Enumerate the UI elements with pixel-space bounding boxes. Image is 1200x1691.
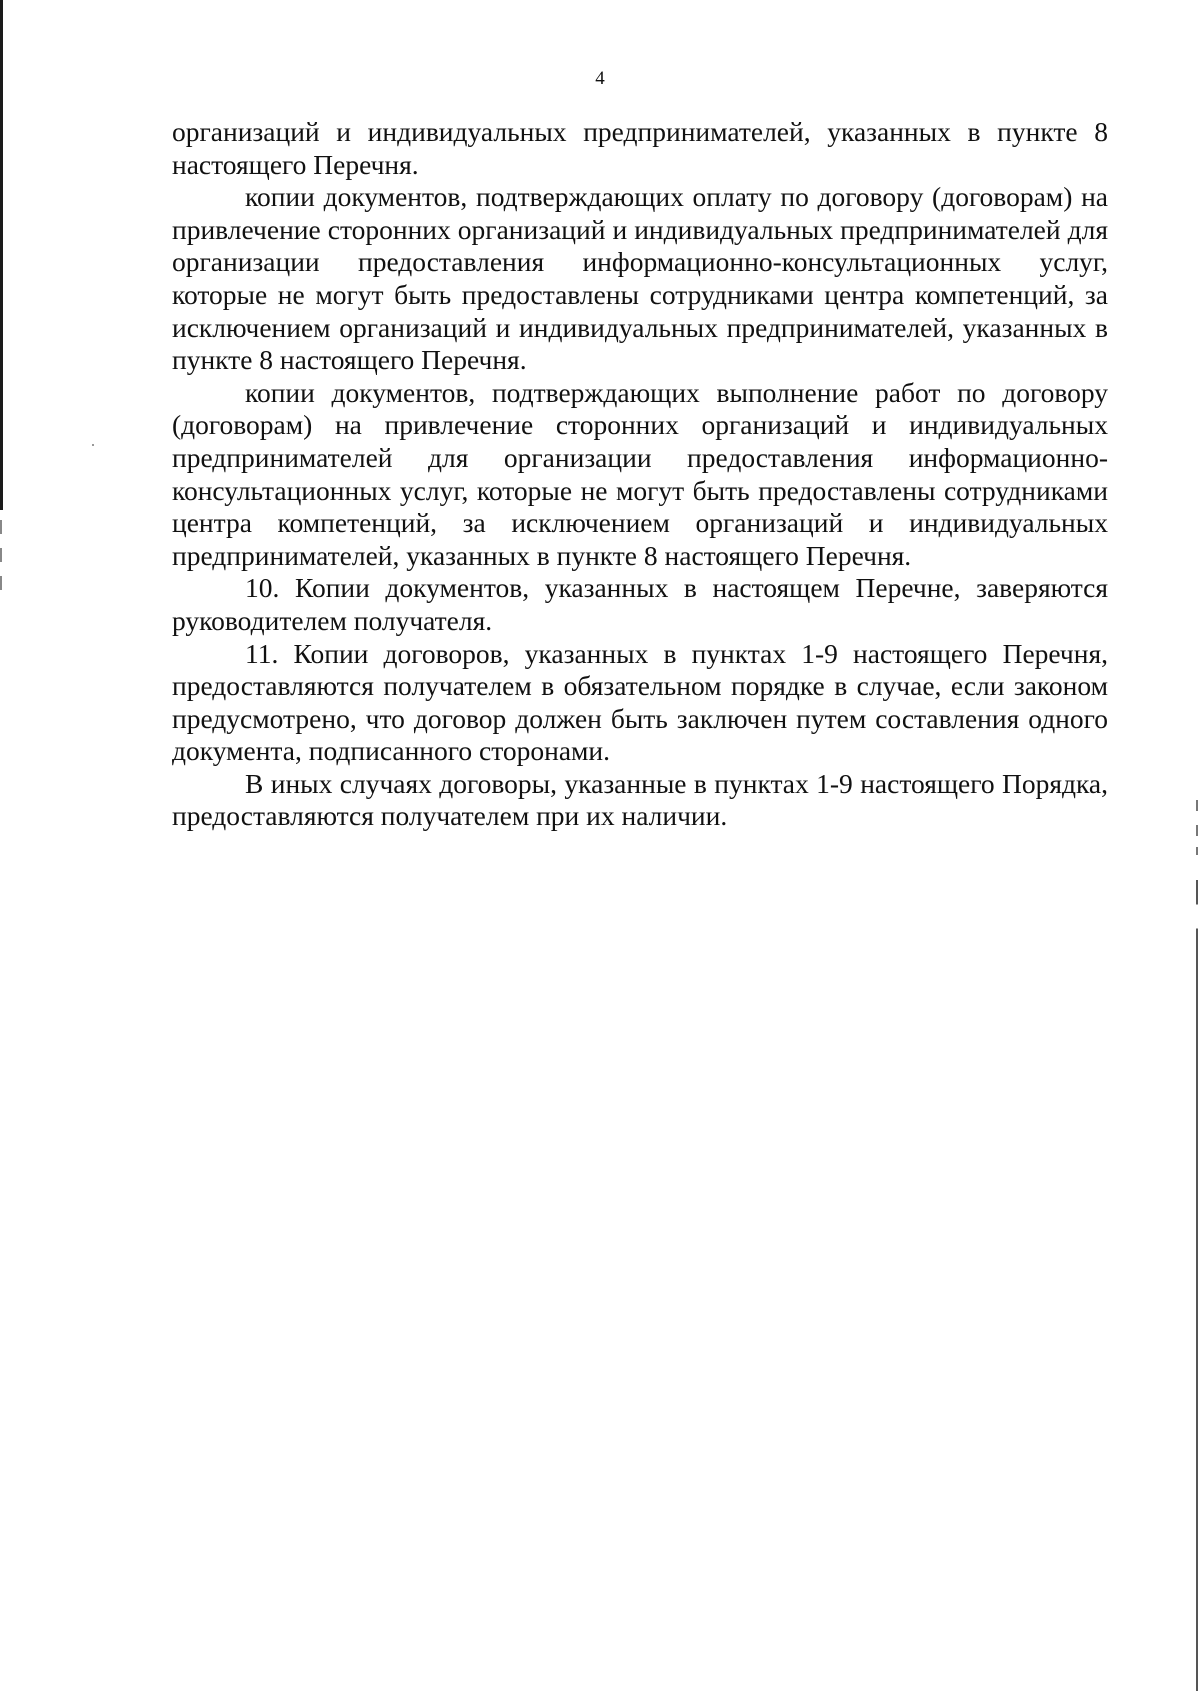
scan-edge-left-artifact: [0, 520, 2, 590]
paragraph-item-10: 10. Копии документов, указанных в настоящем Перечне, заверяются руководителем получателя.: [172, 572, 1108, 636]
scan-edge-right: [1196, 880, 1198, 1691]
paragraph-item-11: 11. Копии договоров, указанных в пунктах 1-9 настоящего Перечня, предоставляются получателем в обязательном порядке в случае, если законом предусмотрено, что договор должен быть заключен путем составления одного документа, подписанного сторонами.: [172, 637, 1108, 767]
paragraph-work-documents: копии документов, подтверждающих выполнение работ по договору (договорам) на привлечение сторонних организаций и индивидуальных предпринимателей для организации предоставления информационно-консультационных услуг, которые не могут быть предоставлены сотрудниками центра компетенций, за исключением организаций и индивидуальных предпринимателей, указанных в пункте 8 настоящего Перечня.: [172, 376, 1108, 571]
scan-edge-right-artifact: [1196, 800, 1198, 855]
page-number: 4: [595, 68, 605, 89]
document-body: [172, 116, 1108, 833]
paragraph-other-cases: В иных случаях договоры, указанные в пунктах 1-9 настоящего Порядка, предоставляются получателем при их наличии.: [172, 767, 1108, 832]
paragraph-continuation: организаций и индивидуальных предпринимателей, указанных в пункте 8 настоящего Перечня.: [172, 116, 1108, 180]
scan-dust-dot: [92, 444, 94, 446]
paragraph-payment-documents: копии документов, подтверждающих оплату по договору (договорам) на привлечение сторонних организаций и индивидуальных предпринимателей для организации предоставления информационно-консультационных услуг, которые не могут быть предоставлены сотрудниками центра компетенций, за исключением организаций и индивидуальных предпринимателей, указанных в пункте 8 настоящего Перечня.: [172, 181, 1108, 376]
